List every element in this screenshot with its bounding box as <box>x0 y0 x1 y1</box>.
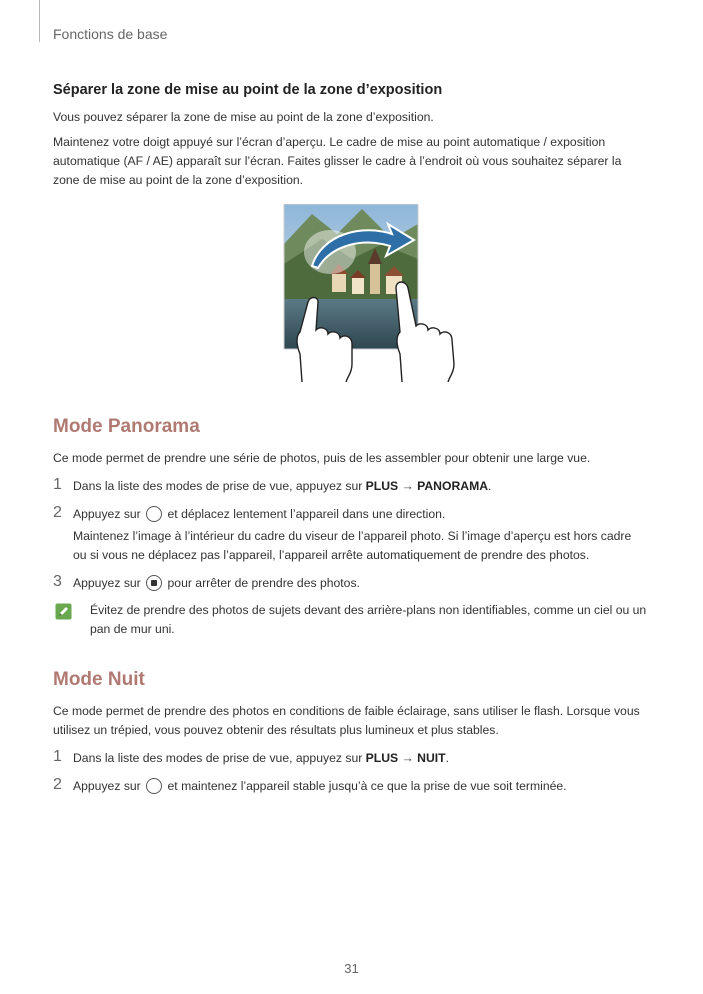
night-intro: Ce mode permet de prendre des photos en conditions de faible éclairage, sans utiliser le flash. Lorsque vous utilisez un trépied, vous pouvez obtenir des résultats plus lumineux et plus stables. <box>53 704 640 737</box>
panorama-mode-title: Mode Panorama <box>53 416 200 437</box>
header-section-title: Fonctions de base <box>53 26 168 42</box>
right-hand-icon <box>396 282 454 382</box>
step-text: Dans la liste des modes de prise de vue, appuyez sur <box>73 479 366 493</box>
step-text: Appuyez sur <box>73 507 145 521</box>
focus-exposure-illustration <box>282 204 472 382</box>
step-text-end: . <box>488 479 492 493</box>
note-pencil-icon <box>55 603 72 620</box>
step-text-end: et maintenez l’appareil stable jusqu’à ce que la prise de vue soit terminée. <box>164 779 567 793</box>
circle-shutter-icon <box>146 506 162 522</box>
step-number: 3 <box>53 573 62 590</box>
night-step-2 <box>53 777 648 796</box>
focus-para-2: Maintenez votre doigt appuyé sur l’écran d’aperçu. Le cadre de mise au point automatique / exposition automatique (AF / AE) apparaît sur l’écran. Faites glisser le cadre à l’endroit où vous souhaitez séparer la zone de mise au point de la zone d’exposition. <box>53 135 622 187</box>
step-text-end: pour arrêter de prendre des photos. <box>164 576 360 590</box>
note-text: Évitez de prendre des photos de sujets devant des arrière-plans non identifiables, comme un ciel ou un pan de mur uni. <box>90 603 647 636</box>
circle-shutter-icon <box>146 778 162 794</box>
step-text: Appuyez sur <box>73 779 145 793</box>
plus-label: PLUS <box>365 751 399 765</box>
step-text-end: . <box>445 751 449 765</box>
arrow-symbol: → <box>398 479 418 493</box>
page-number: 31 <box>344 961 359 976</box>
step-number: 2 <box>53 504 62 521</box>
night-mode-title: Mode Nuit <box>53 669 145 690</box>
village-photo-with-gestures <box>282 204 472 382</box>
focus-para-1: Vous pouvez séparer la zone de mise au point de la zone d’exposition. <box>53 110 434 124</box>
panorama-step-2 <box>53 505 648 565</box>
night-label: NUIT <box>417 751 446 765</box>
page-content <box>53 82 648 796</box>
panorama-note <box>53 601 648 639</box>
panorama-step-3 <box>53 574 648 593</box>
night-step-1 <box>53 749 648 768</box>
step-text: Appuyez sur <box>73 576 145 590</box>
focus-exposure-heading: Séparer la zone de mise au point de la zone d’exposition <box>53 82 443 98</box>
stop-icon <box>146 575 162 591</box>
panorama-intro: Ce mode permet de prendre une série de photos, puis de les assembler pour obtenir une large vue. <box>53 451 591 465</box>
step-2-continuation: Maintenez l’image à l’intérieur du cadre du viseur de l’appareil photo. Si l’image d’aperçu est hors cadre ou si vous ne déplacez pas l’appareil, l’appareil arrête automatiquement de prendre des photos. <box>73 529 632 562</box>
step-text: Dans la liste des modes de prise de vue, appuyez sur <box>73 751 366 765</box>
step-text-end: et déplacez lentement l’appareil dans une direction. <box>164 507 446 521</box>
panorama-label: PANORAMA <box>417 479 489 493</box>
step-number: 1 <box>53 476 62 493</box>
step-number: 1 <box>53 748 62 765</box>
panorama-step-1 <box>53 477 648 496</box>
plus-label: PLUS <box>365 479 399 493</box>
step-number: 2 <box>53 776 62 793</box>
header-divider <box>39 0 40 42</box>
arrow-symbol: → <box>398 751 418 765</box>
